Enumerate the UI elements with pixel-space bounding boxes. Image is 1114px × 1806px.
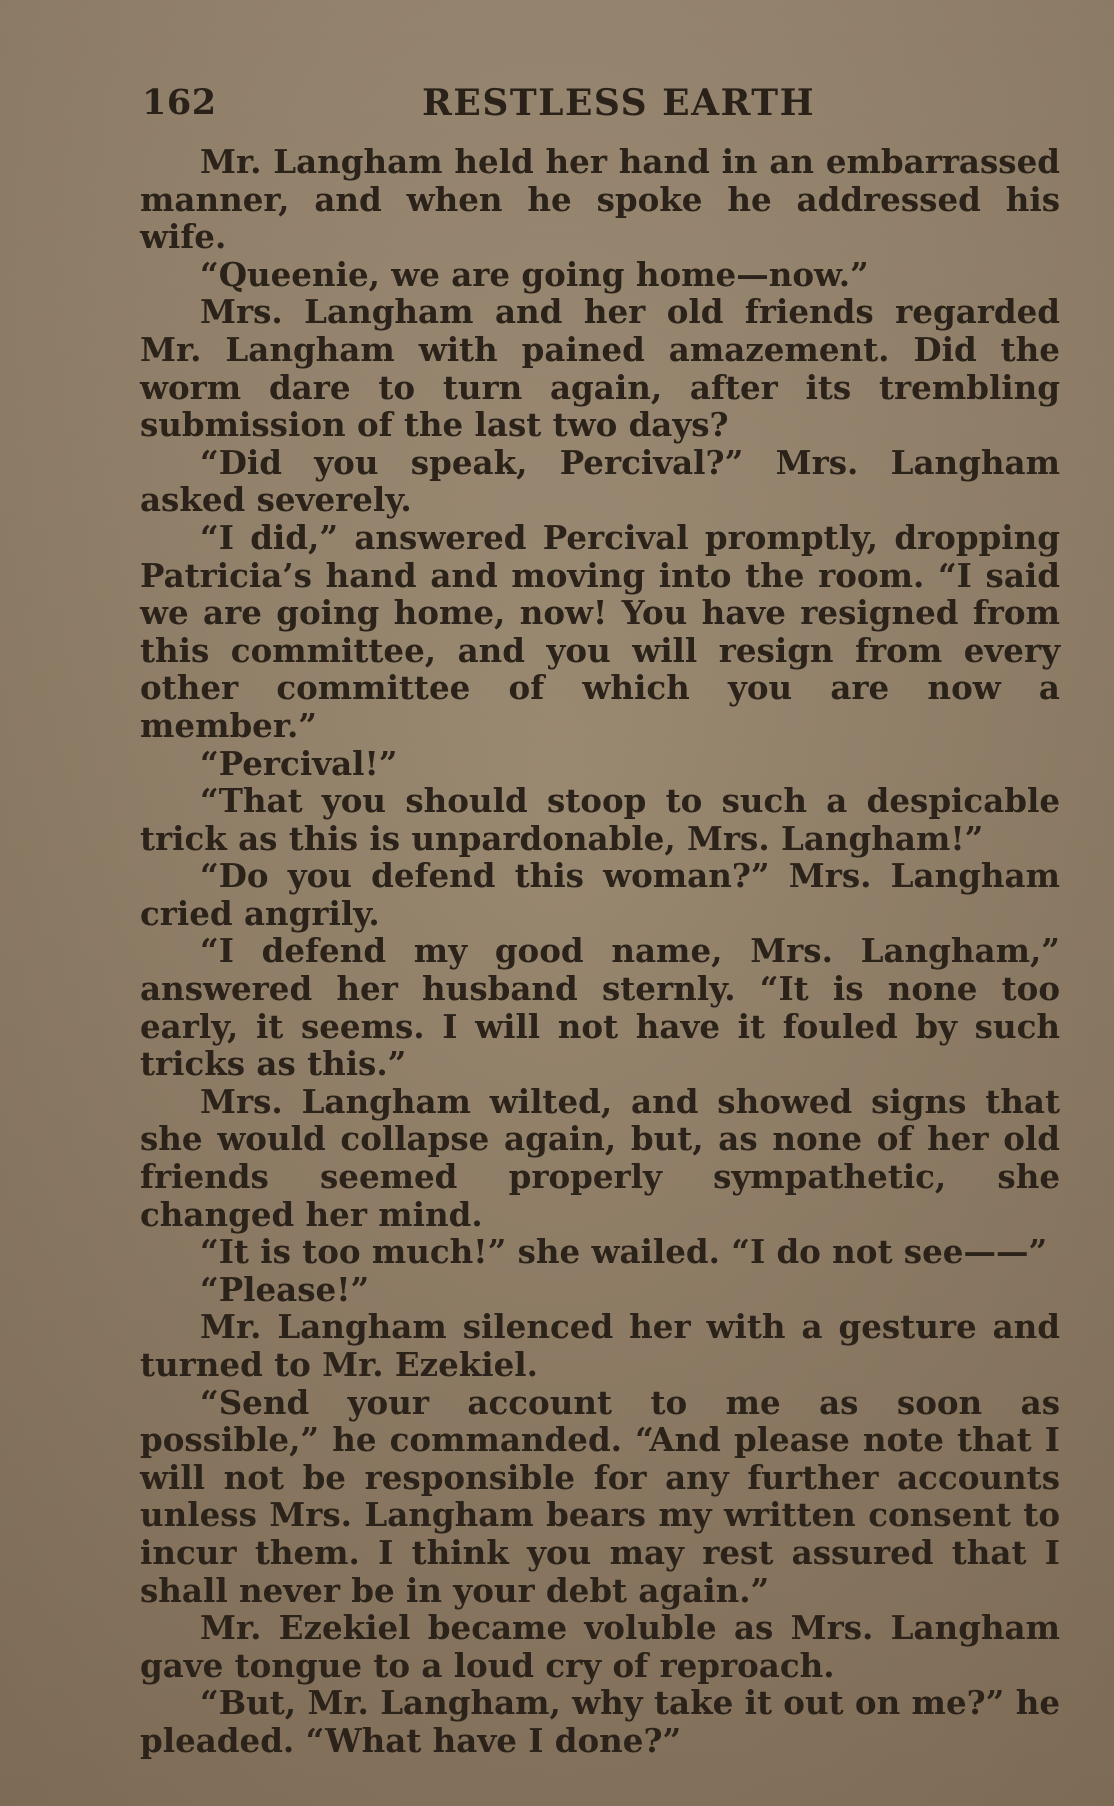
paragraph: “I defend my good name, Mrs. Langham,” answered her husband sternly. “It is none too early, it seems. I will not have it fouled by such tricks as this.” [140,931,1060,1084]
paragraph: Mrs. Langham wilted, and showed signs that she would collapse again, but, as none of her old friends seemed properly sympathetic, she changed her mind. [140,1081,1060,1234]
page-header [142,82,1062,132]
paragraph: “That you should stoop to such a despicable trick as this is unpardonable, Mrs. Langham!” [140,781,1060,858]
paragraph: “Do you defend this woman?” Mrs. Langham cried angrily. [140,856,1060,933]
body-text [140,143,1060,1760]
paragraph: “It is too much!” she wailed. “I do not see——” [200,1232,1048,1272]
paragraph: Mr. Langham held her hand in an embarrassed manner, and when he spoke he addressed his wife. [140,142,1060,257]
paragraph: “Percival!” [200,743,398,783]
paragraph: Mr. Ezekiel became voluble as Mrs. Langham gave tongue to a loud cry of reproach. [140,1608,1060,1685]
paragraph: Mrs. Langham and her old friends regarded Mr. Langham with pained amazement. Did the worm dare to turn again, after its trembling submission of the last two days? [140,292,1060,445]
paragraph: “Please!” [200,1269,370,1309]
paragraph: Mr. Langham silenced her with a gesture and turned to Mr. Ezekiel. [140,1307,1060,1384]
paragraph: “But, Mr. Langham, why take it out on me?” he pleaded. “What have I done?” [140,1683,1060,1760]
paragraph: “Send your account to me as soon as possible,” he commanded. “And please note that I will not be responsible for any further accounts unless Mrs. Langham bears my written consent to incur them. I think you may rest assured that I shall never be in your debt again.” [140,1382,1060,1610]
running-title: RESTLESS EARTH [422,82,816,124]
paragraph: “Did you speak, Percival?” Mrs. Langham asked severely. [140,442,1060,520]
paragraph: “Queenie, we are going home—now.” [200,254,869,294]
page-number: 162 [142,82,217,123]
paragraph: “I did,” answered Percival promptly, dropping Patricia’s hand and moving into the room. “I said we are going home, now! You have resigned from this committee, and you will resign from every other committee of which you are now a member.” [140,517,1060,745]
